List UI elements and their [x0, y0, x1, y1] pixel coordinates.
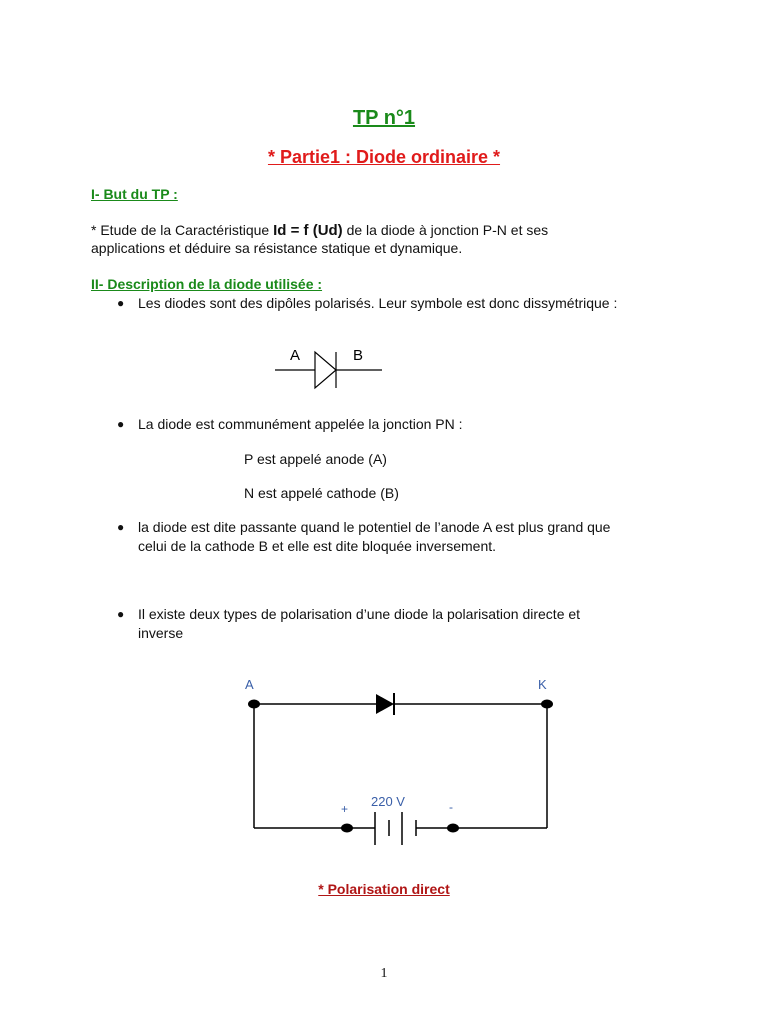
- goal-text-suffix: de la diode à jonction P-N et ses: [342, 222, 549, 238]
- cathode-definition: N est appelé cathode (B): [244, 485, 399, 501]
- page-title: TP n°1: [352, 107, 416, 129]
- diode-triangle-icon: [315, 352, 336, 388]
- minus-sign: -: [449, 800, 453, 814]
- bullet-conduction-line1: la diode est dite passante quand le potentiel de l’anode A est plus grand que: [138, 519, 611, 535]
- diode-icon: [376, 694, 394, 714]
- bullet-icon: ●: [117, 417, 125, 431]
- plus-sign: +: [341, 802, 349, 816]
- forward-bias-circuit: [235, 670, 565, 850]
- section-heading-goal: I- But du TP :: [91, 186, 178, 202]
- bullet-polarization-line1: Il existe deux types de polarisation d’une diode la polarisation directe et: [138, 606, 581, 622]
- circuit-label-a: A: [245, 677, 254, 692]
- bullet-conduction-line2: celui de la cathode B et elle est dite bloquée inversement.: [138, 538, 497, 554]
- diode-symbol-label-b: B: [353, 347, 364, 364]
- voltage-label: 220 V: [371, 794, 405, 809]
- bullet-polarized-dipoles: Les diodes sont des dipôles polarisés. Leur symbole est donc dissymétrique :: [138, 295, 618, 311]
- goal-formula: Id = f (Ud): [273, 222, 343, 239]
- bullet-icon: ●: [117, 520, 125, 534]
- bullet-polarization-line2: inverse: [138, 625, 184, 641]
- battery-plus-node: [341, 824, 353, 833]
- page-number: 1: [380, 966, 388, 981]
- diode-symbol-label-a: A: [290, 347, 301, 364]
- battery-minus-node: [447, 824, 459, 833]
- bullet-icon: ●: [117, 296, 125, 310]
- circuit-label-k: K: [538, 677, 547, 692]
- diode-symbol-figure: [270, 340, 390, 396]
- bullet-pn-junction: La diode est communément appelée la jonction PN :: [138, 416, 463, 432]
- goal-paragraph-line1: [91, 221, 548, 240]
- anode-definition: P est appelé anode (A): [244, 451, 387, 467]
- goal-paragraph-line2: applications et déduire sa résistance statique et dynamique.: [91, 240, 463, 256]
- goal-text-prefix: * Etude de la Caractéristique: [91, 222, 274, 238]
- bullet-icon: ●: [117, 607, 125, 621]
- figure-caption: * Polarisation direct: [318, 881, 450, 897]
- page-subtitle: * Partie1 : Diode ordinaire *: [267, 147, 501, 167]
- section-heading-description: II- Description de la diode utilisée :: [91, 276, 323, 292]
